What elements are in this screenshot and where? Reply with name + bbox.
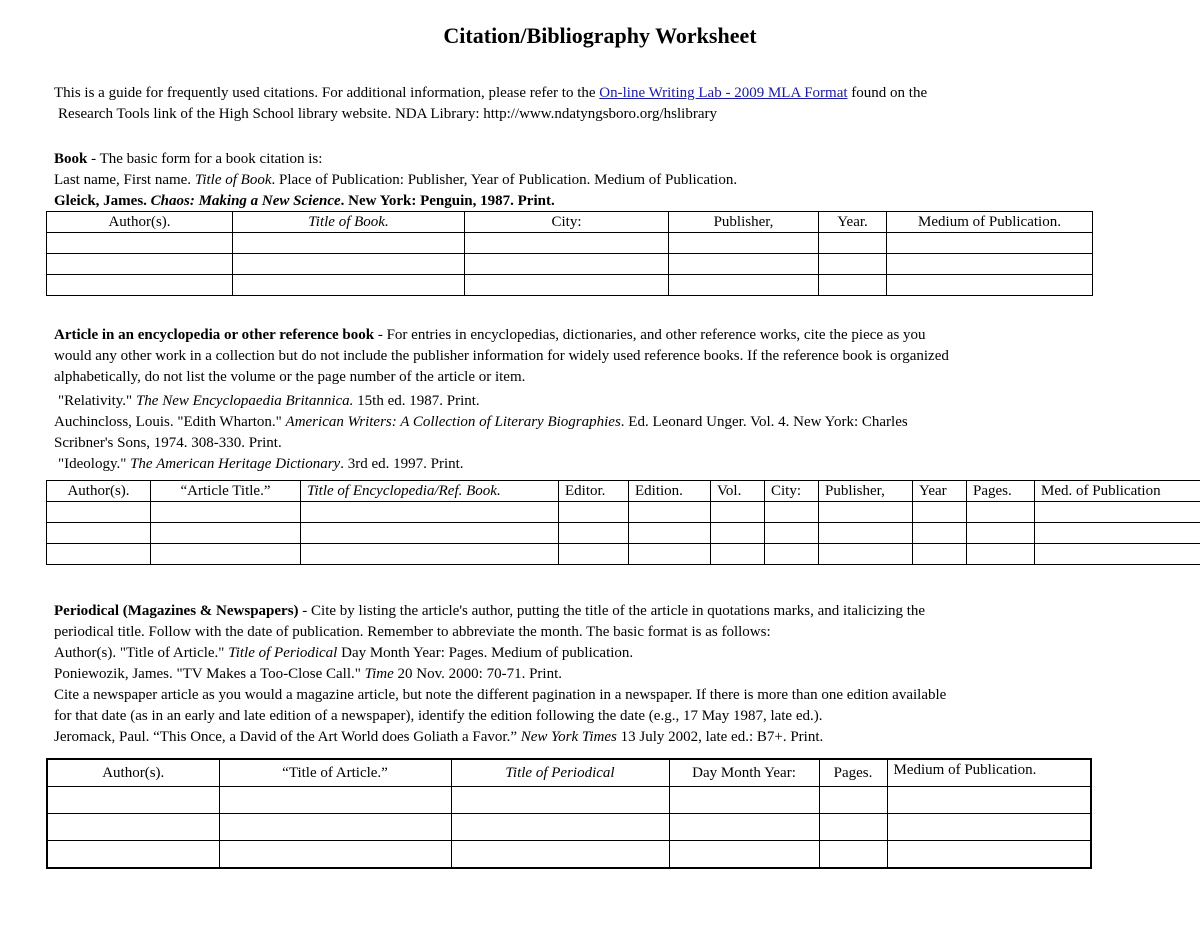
per-ex1-post: 20 Nov. 2000: 70-71. Print. (393, 666, 562, 682)
per-format-post: Day Month Year: Pages. Medium of publication. (337, 645, 634, 661)
encyclopedia-example-2-cont: Scribner's Sons, 1974. 308-330. Print. (54, 435, 282, 451)
encyclopedia-table (46, 480, 1200, 565)
per-ex2-post: 13 July 2002, late ed.: B7+. Print. (616, 729, 824, 745)
periodical-table-cell[interactable] (819, 814, 887, 841)
periodical-table-row (47, 814, 1091, 841)
enc-ex3-post: . 3rd ed. 1997. Print. (340, 456, 464, 472)
book-example (54, 191, 1154, 212)
periodical-note-1: Cite a newspaper article as you would a magazine article, but note the different pagination in a newspaper. If there is more than one edition available (54, 687, 947, 703)
periodical-table-row (47, 787, 1091, 814)
book-table-row (47, 254, 1093, 275)
periodical-table-cell[interactable] (887, 841, 1091, 869)
periodical-table-cell[interactable] (47, 814, 219, 841)
book-section (54, 149, 1154, 212)
encyclopedia-table-cell[interactable] (913, 523, 967, 544)
enc-ex3-title: The American Heritage Dictionary (130, 456, 341, 472)
encyclopedia-table-row (47, 523, 1200, 544)
book-example-title: Chaos: Making a New Science (150, 193, 341, 209)
encyclopedia-table-cell[interactable] (151, 502, 301, 523)
book-table-cell[interactable] (819, 233, 887, 254)
per-col-author: Author(s). (47, 759, 219, 787)
periodical-example-1 (54, 664, 1154, 685)
book-table-cell[interactable] (465, 254, 669, 275)
encyclopedia-table-cell[interactable] (765, 502, 819, 523)
page-title: Citation/Bibliography Worksheet (443, 23, 757, 48)
book-table-cell[interactable] (887, 275, 1093, 296)
enc-ex2-title: American Writers: A Collection of Literary Biographies (285, 414, 621, 430)
intro-text: This is a guide for frequently used citations. For additional information, please refer to the (54, 85, 600, 101)
book-table-row (47, 275, 1093, 296)
book-example-pre: Gleick, James. (54, 193, 151, 209)
encyclopedia-table-cell[interactable] (629, 544, 711, 565)
periodical-table-cell[interactable] (451, 841, 669, 869)
encyclopedia-table-cell[interactable] (765, 544, 819, 565)
encyclopedia-table-cell[interactable] (151, 544, 301, 565)
book-table-cell[interactable] (669, 233, 819, 254)
per-ex1-pre: Poniewozik, James. "TV Makes a Too-Close Call." (54, 666, 365, 682)
encyclopedia-table-cell[interactable] (711, 523, 765, 544)
periodical-table-cell[interactable] (819, 841, 887, 869)
book-table-cell[interactable] (465, 233, 669, 254)
per-ex1-title: Time (364, 666, 394, 682)
encyclopedia-table-cell[interactable] (47, 502, 151, 523)
encyclopedia-table-cell[interactable] (765, 523, 819, 544)
encyclopedia-table-cell[interactable] (301, 523, 559, 544)
encyclopedia-table-cell[interactable] (559, 523, 629, 544)
encyclopedia-table-cell[interactable] (913, 502, 967, 523)
book-table-cell[interactable] (47, 233, 233, 254)
encyclopedia-table-cell[interactable] (1035, 544, 1200, 565)
book-header-row (47, 212, 1093, 233)
encyclopedia-desc-1-text: - For entries in encyclopedias, dictionaries, and other reference works, cite the piece as you (374, 327, 926, 343)
book-rows (47, 233, 1093, 296)
encyclopedia-table-cell[interactable] (47, 523, 151, 544)
encyclopedia-table-cell[interactable] (913, 544, 967, 565)
per-col-date: Day Month Year: (669, 759, 819, 787)
book-table-cell[interactable] (233, 233, 465, 254)
encyclopedia-table-cell[interactable] (1035, 502, 1200, 523)
book-col-title: Title of Book. (233, 212, 465, 233)
periodical-desc-2: periodical title. Follow with the date of publication. Remember to abbreviate the month. The basic format is as follows: (54, 624, 771, 640)
book-table-cell[interactable] (465, 275, 669, 296)
encyclopedia-table-row (47, 502, 1200, 523)
book-format-post: . Place of Publication: Publisher, Year of Publication. Medium of Publication. (271, 172, 738, 188)
book-table-cell[interactable] (669, 254, 819, 275)
encyclopedia-table-cell[interactable] (301, 502, 559, 523)
book-table-cell[interactable] (819, 275, 887, 296)
enc-ex3-pre: "Ideology." (58, 456, 131, 472)
encyclopedia-table-row (47, 544, 1200, 565)
book-table-cell[interactable] (233, 275, 465, 296)
book-table-row (47, 233, 1093, 254)
enc-col-edition: Edition. (629, 481, 711, 502)
book-heading: Book (54, 151, 88, 167)
book-format (54, 170, 1154, 191)
enc-col-pages: Pages. (967, 481, 1035, 502)
enc-col-medium: Med. of Publication (1035, 481, 1200, 502)
encyclopedia-table-cell[interactable] (967, 502, 1035, 523)
book-table-cell[interactable] (233, 254, 465, 275)
per-format-pre: Author(s). "Title of Article." (54, 645, 229, 661)
book-col-city: City: (465, 212, 669, 233)
periodical-table-cell[interactable] (219, 841, 451, 869)
book-table-cell[interactable] (887, 254, 1093, 275)
enc-ex2-pre: Auchincloss, Louis. "Edith Wharton." (54, 414, 286, 430)
encyclopedia-heading: Article in an encyclopedia or other reference book (54, 327, 375, 343)
periodical-table-cell[interactable] (47, 787, 219, 814)
encyclopedia-table-cell[interactable] (301, 544, 559, 565)
periodical-table-cell[interactable] (669, 787, 819, 814)
encyclopedia-header-row (47, 481, 1200, 502)
periodical-table-cell[interactable] (669, 841, 819, 869)
periodical-section (54, 601, 1154, 748)
book-col-year: Year. (819, 212, 887, 233)
periodical-heading: Periodical (Magazines & Newspapers) (54, 603, 299, 619)
periodical-table-cell[interactable] (451, 814, 669, 841)
owl-link[interactable]: On-line Writing Lab - 2009 MLA Format (599, 85, 848, 101)
encyclopedia-table-cell[interactable] (1035, 523, 1200, 544)
encyclopedia-example-3 (54, 454, 1154, 475)
encyclopedia-table-cell[interactable] (559, 502, 629, 523)
book-format-title: Title of Book (194, 172, 272, 188)
intro-paragraph (54, 83, 1154, 125)
periodical-table-row (47, 841, 1091, 869)
periodical-header-row (47, 759, 1091, 787)
per-ex2-title: New York Times (520, 729, 617, 745)
periodical-table-cell[interactable] (819, 787, 887, 814)
per-format-title: Title of Periodical (228, 645, 338, 661)
encyclopedia-desc-2: would any other work in a collection but do not include the publisher information for widely used reference books. If the reference book is organized (54, 348, 949, 364)
per-col-periodical-title: Title of Periodical (451, 759, 669, 787)
encyclopedia-desc-1 (54, 325, 1154, 346)
periodical-desc-1 (54, 601, 1154, 622)
encyclopedia-table-cell[interactable] (819, 523, 913, 544)
book-col-author: Author(s). (47, 212, 233, 233)
encyclopedia-rows (47, 502, 1200, 565)
encyclopedia-table-cell[interactable] (967, 544, 1035, 565)
encyclopedia-table-cell[interactable] (967, 523, 1035, 544)
encyclopedia-example-1 (54, 391, 1154, 412)
book-table-cell[interactable] (47, 275, 233, 296)
periodical-table-cell[interactable] (47, 841, 219, 869)
encyclopedia-table-cell[interactable] (151, 523, 301, 544)
periodical-rows (47, 787, 1091, 869)
book-example-post: . New York: Penguin, 1987. Print. (340, 193, 555, 209)
enc-col-year: Year (913, 481, 967, 502)
enc-ex1-pre: "Relativity." (58, 393, 136, 409)
book-format-pre: Last name, First name. (54, 172, 195, 188)
periodical-table-cell[interactable] (887, 787, 1091, 814)
periodical-desc-1-text: - Cite by listing the article's author, putting the title of the article in quotations marks, and italicizing the (298, 603, 926, 619)
intro-line-1 (54, 83, 1154, 104)
periodical-table-cell[interactable] (219, 787, 451, 814)
periodical-table-cell[interactable] (887, 814, 1091, 841)
book-table-cell[interactable] (887, 233, 1093, 254)
periodical-table (46, 758, 1092, 869)
per-ex2-pre: Jeromack, Paul. “This Once, a David of the Art World does Goliath a Favor.” (54, 729, 521, 745)
enc-col-city: City: (765, 481, 819, 502)
book-heading-line (54, 149, 1154, 170)
enc-ex2-post: . Ed. Leonard Unger. Vol. 4. New York: Charles (620, 414, 908, 430)
periodical-note-2: for that date (as in an early and late edition of a newspaper), identify the edition following the date (e.g., 17 May 1987, late ed.). (54, 708, 823, 724)
encyclopedia-desc-3: alphabetically, do not list the volume or the page number of the article or item. (54, 369, 526, 385)
periodical-table-cell[interactable] (451, 787, 669, 814)
per-col-pages: Pages. (819, 759, 887, 787)
enc-ex1-post: 15th ed. 1987. Print. (353, 393, 480, 409)
per-col-article-title: “Title of Article.” (219, 759, 451, 787)
periodical-example-2 (54, 727, 1154, 748)
per-col-medium: Medium of Publication. (887, 759, 1091, 787)
periodical-format (54, 643, 1154, 664)
enc-col-publisher: Publisher, (819, 481, 913, 502)
intro-line-2: Research Tools link of the High School library website. NDA Library: http://www.ndatyngsboro.org/hslibrary (58, 106, 717, 122)
encyclopedia-table-cell[interactable] (711, 544, 765, 565)
encyclopedia-table-cell[interactable] (559, 544, 629, 565)
encyclopedia-table-cell[interactable] (819, 544, 913, 565)
book-heading-rest: - The basic form for a book citation is: (87, 151, 323, 167)
periodical-table-cell[interactable] (669, 814, 819, 841)
book-table-cell[interactable] (669, 275, 819, 296)
encyclopedia-table-cell[interactable] (47, 544, 151, 565)
encyclopedia-example-2 (54, 412, 1154, 433)
enc-col-article-title: “Article Title.” (151, 481, 301, 502)
enc-col-ref-title: Title of Encyclopedia/Ref. Book. (301, 481, 559, 502)
encyclopedia-table-cell[interactable] (711, 502, 765, 523)
enc-col-author: Author(s). (47, 481, 151, 502)
enc-ex1-title: The New Encyclopaedia Britannica. (135, 393, 354, 409)
book-table-cell[interactable] (819, 254, 887, 275)
book-table (46, 211, 1093, 296)
book-col-publisher: Publisher, (669, 212, 819, 233)
book-table-cell[interactable] (47, 254, 233, 275)
encyclopedia-table-cell[interactable] (629, 502, 711, 523)
enc-col-editor: Editor. (559, 481, 629, 502)
enc-col-vol: Vol. (711, 481, 765, 502)
encyclopedia-table-cell[interactable] (819, 502, 913, 523)
encyclopedia-section (54, 325, 1154, 475)
encyclopedia-table-cell[interactable] (629, 523, 711, 544)
periodical-table-cell[interactable] (219, 814, 451, 841)
book-col-medium: Medium of Publication. (887, 212, 1093, 233)
intro-text-end: found on the (847, 85, 928, 101)
